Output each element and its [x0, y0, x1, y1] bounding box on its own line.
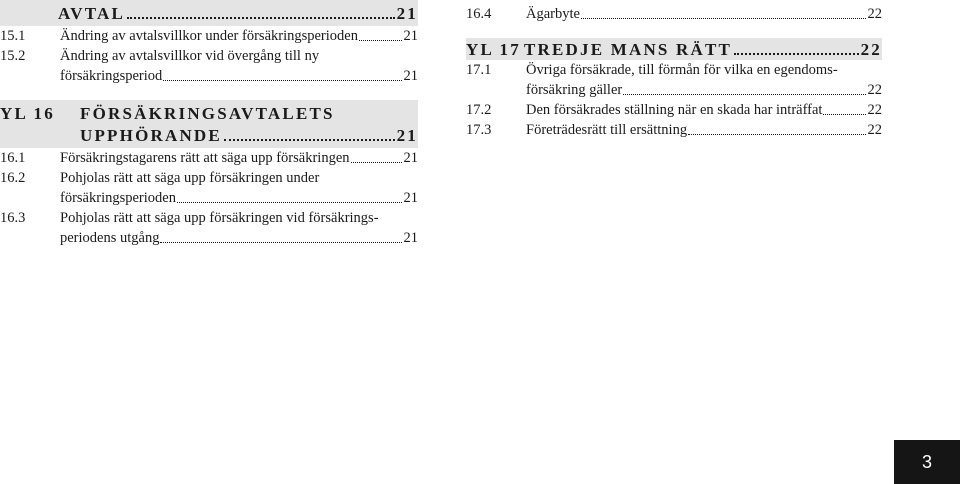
dot-leader [688, 134, 865, 135]
page-ref: 22 [860, 40, 882, 59]
toc-entry-17-2[interactable] [466, 100, 882, 120]
dot-leader [623, 94, 865, 95]
entry-title-line1: Övriga försäkrade, till förmån för vilka en egendoms- [526, 62, 838, 78]
entry-title-line1: Pohjolas rätt att säga upp försäkringen vid försäkrings- [60, 210, 379, 226]
page-ref: 22 [867, 82, 882, 98]
page-ref: 22 [867, 6, 882, 22]
page-ref: 21 [396, 4, 418, 23]
dot-leader [359, 40, 402, 41]
entry-number: 15.2 [0, 48, 26, 64]
entry-number: 15.1 [0, 28, 26, 44]
dot-leader [177, 202, 402, 203]
page-ref: 21 [403, 68, 418, 84]
entry-title-line2: periodens utgång [60, 230, 160, 246]
entry-number: 16.1 [0, 150, 26, 166]
section-number: YL 17 [466, 40, 521, 59]
section-title: AVTAL [58, 4, 126, 23]
page-ref: 21 [403, 28, 418, 44]
entry-title: Försäkringstagarens rätt att säga upp försäkringen [60, 150, 350, 166]
entry-title-line2: försäkringsperiod [60, 68, 163, 84]
page-ref: 22 [867, 122, 882, 138]
section-title: TREDJE MANS RÄTT [524, 40, 733, 59]
toc-entry-17-1[interactable] [466, 60, 882, 100]
entry-title-line2: försäkring gäller [526, 82, 623, 98]
toc-entry-15-2[interactable] [0, 46, 418, 86]
toc-entry-16-4[interactable] [466, 4, 882, 24]
section-avtal[interactable] [0, 0, 418, 26]
dot-leader [823, 114, 865, 115]
entry-title: Den försäkrades ställning när en skada har inträffat [526, 102, 823, 118]
section-number: YL 16 [0, 104, 55, 123]
section-yl-16[interactable] [0, 100, 418, 148]
entry-number: 16.3 [0, 210, 26, 226]
page-ref: 22 [867, 102, 882, 118]
dot-leader [127, 17, 395, 19]
dot-leader [734, 53, 859, 55]
page-number-badge [894, 440, 960, 484]
toc-entry-15-1[interactable] [0, 26, 418, 46]
entry-number: 16.2 [0, 170, 26, 186]
section-title-line2: UPPHÖRANDE [80, 126, 222, 145]
entry-number: 17.3 [466, 122, 492, 138]
dot-leader [160, 242, 401, 243]
page-ref: 21 [403, 230, 418, 246]
entry-title: Ägarbyte [526, 6, 580, 22]
section-yl-17[interactable] [466, 38, 882, 60]
toc-entry-16-3[interactable] [0, 208, 418, 248]
toc-left-column [0, 0, 418, 248]
dot-leader [351, 162, 402, 163]
dot-leader [581, 18, 866, 19]
section-title-line1: FÖRSÄKRINGSAVTALETS [80, 104, 335, 123]
toc-entry-17-3[interactable] [466, 120, 882, 140]
entry-number: 17.1 [466, 62, 492, 78]
page-ref: 21 [403, 190, 418, 206]
toc-entry-16-2[interactable] [0, 168, 418, 208]
entry-title-line2: försäkringsperioden [60, 190, 176, 206]
dot-leader [224, 139, 395, 141]
entry-title: Företrädesrätt till ersättning [526, 122, 688, 138]
entry-number: 17.2 [466, 102, 492, 118]
entry-title-line1: Ändring av avtalsvillkor vid övergång till ny [60, 48, 320, 64]
page-ref: 21 [403, 150, 418, 166]
entry-number: 16.4 [466, 6, 492, 22]
entry-title: Ändring av avtalsvillkor under försäkringsperioden [60, 28, 358, 44]
dot-leader [163, 80, 401, 81]
page-number: 3 [921, 451, 932, 472]
page-ref: 21 [396, 126, 418, 145]
toc-entry-16-1[interactable] [0, 148, 418, 168]
entry-title-line1: Pohjolas rätt att säga upp försäkringen under [60, 170, 320, 186]
toc-right-column [466, 0, 882, 140]
